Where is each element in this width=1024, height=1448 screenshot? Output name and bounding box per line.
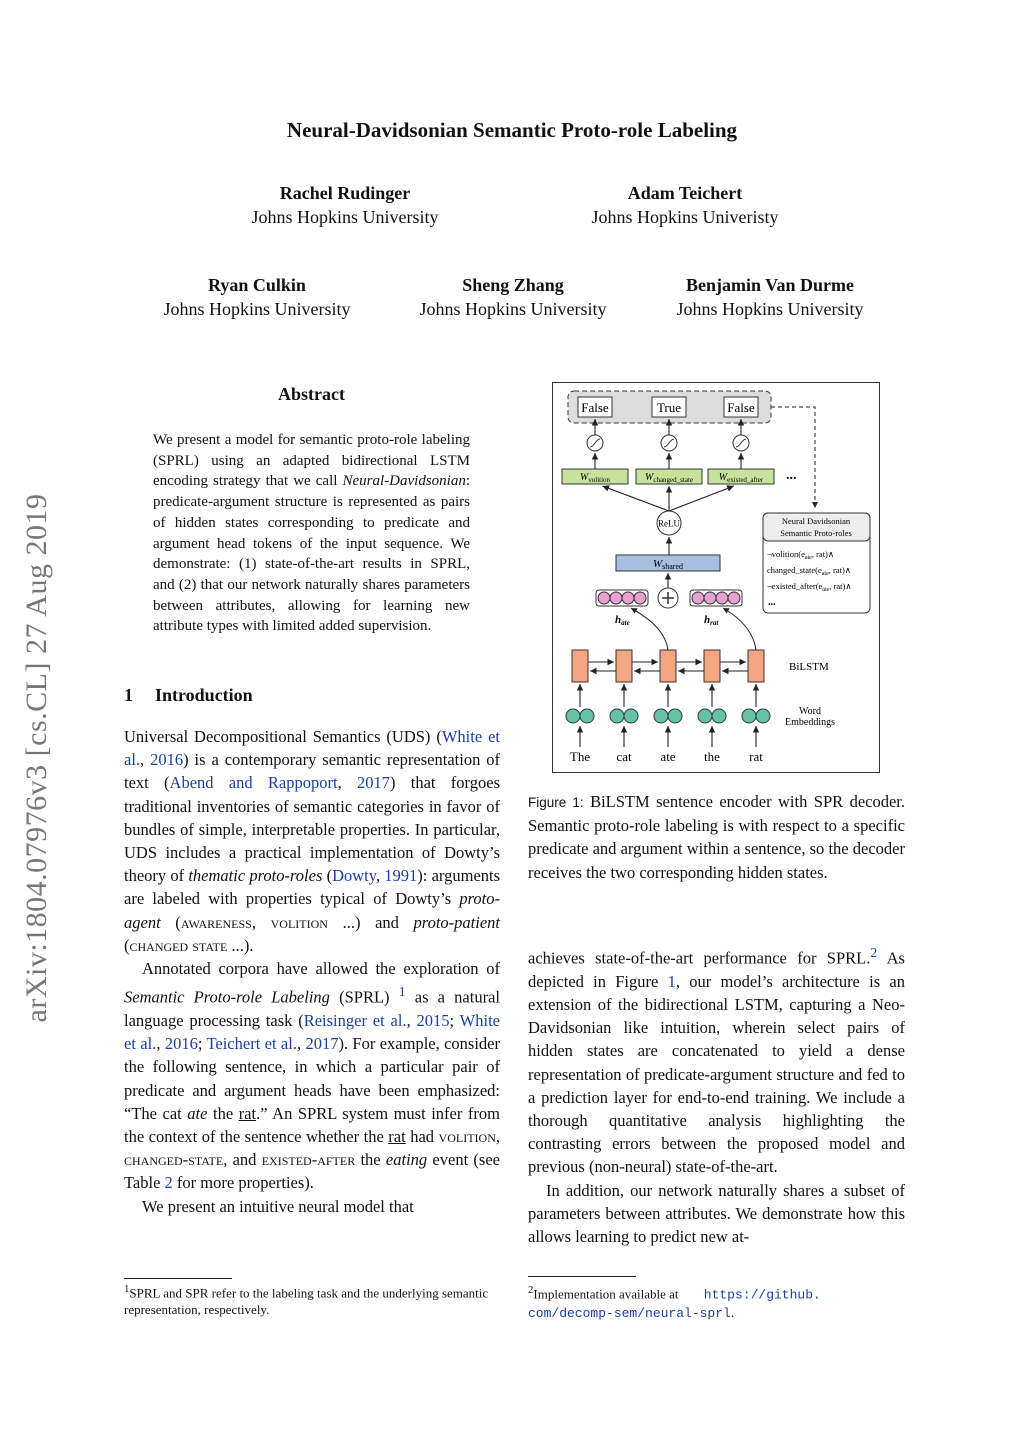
citation-link[interactable]: 2017 [305,1034,339,1054]
author-name: Rachel Rudinger [279,183,411,203]
intro-body [124,725,500,1218]
author-name: Sheng Zhang [462,275,564,295]
embedding-unit [712,709,726,723]
nd-predicate-line: $changed\_state(e_{ate}$, rat)∧ [767,565,852,577]
output-label: False [581,400,609,415]
weight-label: $W_{existed\_after}$ [718,472,764,484]
embedding-unit [566,709,580,723]
citation-link[interactable]: White et al. [124,1010,500,1054]
output-label: True [656,400,682,415]
hidden-unit [704,592,716,604]
citation-link[interactable]: 2016 [150,750,184,770]
hidden-unit [598,592,610,604]
github-link[interactable]: https://github. [703,1287,821,1303]
weight-label: $W_{volition}$ [579,472,611,484]
bilstm-label: BiLSTM [789,661,829,673]
nd-predicate-line: $\neg existed\_after(e_{ate}$, rat)∧ [767,581,852,593]
citation-link[interactable]: Abend and Rappoport [169,773,338,793]
arrow [723,608,756,650]
abstract-body: We present a model for semantic proto-role labeling (SPRL) using an adapted bidirectional LSTM encoding strategy that we call Neural-Davidsonian: predicate-argument structure is represented as pairs of hidden states corresponding to predicate and argument head tokens of the input sequence. We demonstrate: (1) state-of-the-art results in SPRL, and (2) that our network naturally shares parameters between attributes, allowing for learning new attribute types with limited added supervision. [153,432,470,635]
author-block [620,273,920,321]
author-affiliation: Johns Hopkins University [163,299,351,319]
lstm-cell [616,650,632,682]
author-block [363,273,663,321]
embed-label-2: Embeddings [785,717,835,728]
figure-reference-link[interactable]: 1 [667,971,676,991]
citation-link[interactable]: 2017 [357,773,390,793]
embedding-unit [654,709,668,723]
author-affiliation: Johns Hopkins University [676,299,864,319]
embedding-unit [624,709,638,723]
citation-link[interactable]: 2016 [164,1034,198,1054]
nd-more-ellipsis: ... [768,597,776,608]
paragraph: We present an intuitive neural model that [142,1196,414,1216]
lstm-cell [572,650,588,682]
arrow [631,608,668,650]
paragraph: Universal Decompositional Semantics (UDS) (White et al., 2016) is a contemporary semantic representation of text (Abend and Rappoport, 2017) that forgoes traditional inventories of semantic categories in favor of bundles of simple, interpretable properties. In particular, UDS includes a practical implementation of Dowty’s theory of thematic proto-roles (Dowty, 1991): arguments are labeled with properties typical of Dowty’s proto-agent (awareness, volition ...) and proto-patient (changed state ...). [124,727,501,955]
relu-label: ReLU [658,518,680,529]
hidden-unit [716,592,728,604]
hidden-unit [622,592,634,604]
lstm-cell [704,650,720,682]
lstm-cell [748,650,764,682]
input-word: The [569,749,591,764]
input-word: the [704,749,720,764]
abstract-heading: Abstract [278,384,345,404]
right-column-body [528,941,905,1248]
input-word: ate [660,749,676,764]
author-name: Benjamin Van Durme [685,275,855,295]
footnote-link[interactable]: 2 [870,945,878,960]
arrow [602,486,669,511]
input-word: rat [749,749,763,764]
nd-title-1: Neural Davidsonian [781,516,851,526]
footnote: $^1$SPRL and SPR refer to the labeling task and the underlying semantic representation, respectively. [124,1283,489,1318]
footnote-link[interactable]: 1 [398,984,406,1000]
author-affiliation: Johns Hopkins University [251,207,439,227]
bilstm-diagram [553,383,879,772]
embedding-unit [742,709,756,723]
author-affiliation: Johns Hopkins Univeristy [591,207,779,227]
output-label: False [727,400,755,415]
citation-link[interactable]: Teichert et al. [206,1034,297,1054]
arrow [669,486,734,511]
embedding-unit [580,709,594,723]
figure-1 [552,382,880,773]
table-reference-link[interactable]: 2 [164,1173,173,1193]
footnote-rule [528,1276,636,1277]
lstm-cell [660,650,676,682]
embedding-unit [756,709,770,723]
citation-link[interactable]: 2015 [416,1010,450,1030]
embedding-unit [668,709,682,723]
embedding-unit [610,709,624,723]
section-number: 1 [124,685,133,705]
github-link[interactable]: com/decomp-sem/neural-sprl [528,1306,731,1322]
figure-caption: Figure 1: BiLSTM sentence encoder with SPR decoder. Semantic proto-role labeling is with respect to a specific predicate and argument within a sentence, so the decoder receives the two corresponding hidden states. [528,792,906,882]
nd-title-2: Semantic Proto-roles [780,528,852,538]
author-affiliation: Johns Hopkins University [419,299,607,319]
embedding-unit [698,709,712,723]
paper-title: Neural-Davidsonian Semantic Proto-role Labeling [286,118,738,142]
hidden-unit [610,592,622,604]
citation-link[interactable]: Dowty [332,866,376,886]
paragraph: In addition, our network naturally shares a subset of parameters between attributes. We demonstrate how this allows learning to predict new at- [528,1180,905,1246]
section-title: Introduction [155,685,253,705]
citation-link[interactable]: 1991 [384,866,418,886]
citation-link[interactable]: White et al. [124,727,500,770]
more-weights-ellipsis: ... [786,468,797,483]
paragraph: Annotated corpora have allowed the exploration of Semantic Proto-role Labeling (SPRL) $^1$ as a natural language processing task (Reisinger et al., 2015; White et al., 2016; Teichert et al., 2017). For example, consider the following sentence, in which a particular pair of predicate and argument heads have been emphasized: “The cat ate the rat.” An SPRL system must infer from the context of the sentence whether the rat had volition, changed-state, and existed-after the eating event (see Table 2 for more properties). [124,959,500,1193]
input-word: cat [616,749,632,764]
arxiv-stamp: arXiv:1804.07976v3 [cs.CL] 27 Aug 2019 [20,493,53,1023]
h-rat-label: hrat [704,614,719,627]
section-heading [124,685,253,706]
paragraph: achieves state-of-the-art performance for SPRL.$^2$ As depicted in Figure 1, our model’s architecture is an extension of the bidirectional LSTM, capturing a Neo-Davidsonian like intuition, wherein select pairs of hidden states are concatenated to yield a dense representation of predicate-argument structure and fed to a prediction layer for end-to-end training. We include a thorough quantitative analysis highlighting the contrasting errors between the proposed model and previous (non-neural) state-of-the-art. [528,945,905,1177]
footnote: $^2$Implementation available at https://github. com/decomp-sem/neural-sprl. [528,1284,821,1322]
author-block [107,273,407,321]
author-block [535,181,835,229]
author-name: Adam Teichert [627,183,743,203]
dashed-arrow [771,407,815,508]
weight-label: $W_{changed\_state}$ [645,472,693,484]
hidden-unit [728,592,740,604]
hidden-unit [692,592,704,604]
h-ate-label: hate [615,614,630,627]
shared-weight-label: Wshared [652,558,684,571]
author-block [195,181,495,229]
hidden-unit [634,592,646,604]
author-name: Ryan Culkin [208,275,306,295]
citation-link[interactable]: Reisinger et al. [303,1010,407,1030]
embed-label-1: Word [799,706,821,717]
footnote-rule [124,1278,232,1279]
nd-predicate-line: $\neg volition(e_{ate}$, rat)∧ [767,549,835,561]
